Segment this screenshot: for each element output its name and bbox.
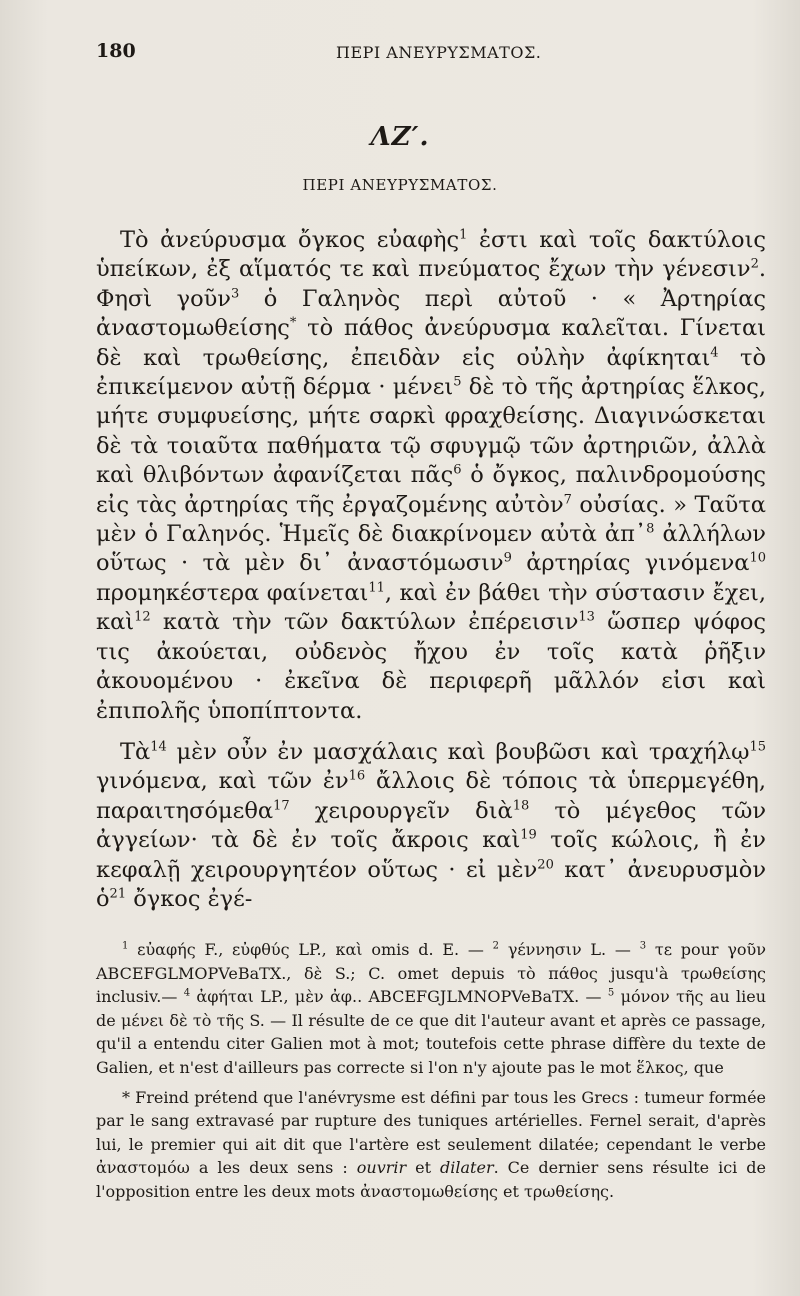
footnote-ref: 4 bbox=[710, 345, 719, 361]
footnote-ref: 5 bbox=[453, 374, 462, 390]
footnotes bbox=[96, 938, 766, 1204]
footnote-ref: 11 bbox=[368, 580, 385, 596]
footnote-text: et bbox=[406, 1158, 441, 1178]
footnote-text: τε pour γοῦν ABCEFGLMOPVeBaTX., δὲ S.; C. omet depuis τὸ πάθος jusqu'à τρωθείσης inclusiv.— bbox=[96, 940, 767, 1007]
footnote-ref: 21 bbox=[109, 886, 127, 902]
footnote-text: γέννησιν L. — bbox=[499, 940, 640, 959]
text-segment: ἐστι καὶ τοῖς δακτύλοις ὑπείκων, ἐξ αἵματός τε καὶ πνεύματος ἔχων τὴν γένεσιν bbox=[96, 227, 766, 283]
text-segment: ἀρτηρίας γινόμενα bbox=[511, 550, 750, 577]
text-segment: τοῖς κώλοις, ἢ ἐν κεφαλῇ χειρουργητέον οὕτως · εἰ μὲν bbox=[96, 827, 766, 883]
running-head bbox=[96, 40, 776, 66]
running-title: ΠΕΡΙ ΑΝΕΥΡΥΣΜΑΤΟΣ. bbox=[336, 43, 542, 62]
footnote-ref: 19 bbox=[520, 827, 537, 843]
text-segment: Τὰ bbox=[120, 738, 151, 765]
footnote-italic-term: ouvrir bbox=[356, 1158, 407, 1178]
text-segment: γινόμενα, καὶ τῶν ἐν bbox=[96, 768, 349, 795]
text-segment: κατὰ τὴν τῶν δακτύλων ἐπέρεισιν bbox=[150, 609, 579, 636]
footnote-ref: 3 bbox=[230, 286, 240, 302]
text-segment: Τὸ ἀνεύρυσμα ὄγκος εὐαφὴς bbox=[120, 227, 460, 253]
footnote-ref: 9 bbox=[503, 550, 512, 566]
page-number: 180 bbox=[96, 40, 136, 62]
footnote-variants bbox=[96, 938, 766, 1080]
greek-main-text bbox=[96, 226, 766, 914]
footnote-ref: 1 bbox=[459, 227, 468, 243]
footnote-ref: 20 bbox=[537, 857, 554, 873]
footnote-ref: 6 bbox=[453, 462, 462, 478]
footnote-ref: * bbox=[289, 315, 297, 331]
text-segment: . Φησὶ γοῦν bbox=[96, 256, 766, 312]
footnote-ref: 13 bbox=[578, 609, 595, 625]
footnote-ref: 2 bbox=[750, 256, 759, 272]
text-segment: ὥσπερ ψόφος τις ἀκούεται, οὐδενὸς ἤχου ἐν τοῖς κατὰ ῥῆξιν ἀκουομένου · ἐκεῖνα δὲ περιφερῆ μᾶλλόν εἰσι καὶ ἐπιπολῆς ὑποπίπτοντα. bbox=[96, 609, 766, 724]
footnote-text: ἀφήται LP., μὲν ἀφ.. ABCEFGJLMNOPVeBaTX. — bbox=[190, 987, 608, 1007]
text-segment: , καὶ ἐν βάθει τὴν σύστασιν ἔχει, καὶ bbox=[96, 579, 766, 636]
text-segment: οὐσίας. » Ταῦτα μὲν ὁ Γαληνός. Ἡμεῖς δὲ διακρίνομεν αὐτὰ ἀπ᾽ bbox=[96, 491, 766, 548]
text-segment: ἀλλήλων οὕτως · τὰ μὲν δι᾽ ἀναστόμωσιν bbox=[96, 521, 766, 577]
text-segment: προμηκέστερα φαίνεται bbox=[96, 579, 369, 606]
footnote-ref: 10 bbox=[749, 550, 766, 566]
footnote-ref: 18 bbox=[512, 798, 530, 814]
footnote-ref: 12 bbox=[134, 609, 151, 625]
footnote-ref: 17 bbox=[273, 798, 290, 814]
footnote-marker: 2 bbox=[492, 940, 500, 952]
footnote-asterisk bbox=[96, 1086, 766, 1204]
text-segment: ὁ Γαληνὸς περὶ αὐτοῦ · « Ἀρτηρίας ἀναστομωθείσης bbox=[96, 285, 767, 342]
text-segment: δὲ τὸ τῆς ἀρτηρίας ἕλκος, μήτε συμφυείσης, μήτε σαρκὶ φραχθείσης. Διαγινώσκεται δὲ τὰ τοιαῦτα παθήματα τῷ σφυγμῷ τῶν ἀρτηριῶν, ἀλλὰ καὶ θλιβόντων ἀφανίζεται πᾶς bbox=[96, 374, 766, 489]
text-segment: ὁ ὄγκος, παλινδρομούσης εἰς τὰς ἀρτηρίας τῆς ἐργαζομένης αὐτὸν bbox=[96, 462, 766, 518]
footnote-marker: 3 bbox=[639, 940, 647, 952]
footnote-ref: 7 bbox=[563, 492, 572, 508]
footnote-text: εὐαφής F., εὐφθύς LP., καὶ omis d. E. — bbox=[128, 940, 493, 959]
footnote-ref: 8 bbox=[646, 521, 655, 537]
footnote-italic-term: dilater bbox=[440, 1158, 494, 1178]
paragraph-2 bbox=[96, 738, 766, 914]
text-segment: ὄγκος ἐγέ- bbox=[126, 885, 253, 912]
paragraph-1 bbox=[96, 226, 766, 726]
text-segment: κατ᾽ ἀνευρυσμὸν ὁ bbox=[96, 856, 767, 912]
footnote-text: * Freind prétend que l'anévrysme est défini par tous les Grecs : tumeur formée par le sang extravasé par rupture des tuniques artérielles. Fernel serait, d'après lui, le premier qui ait dit que l'artère est seulement dilatée; cependant le verbe ἀναστομόω a les deux sens : bbox=[96, 1087, 766, 1178]
footnote-ref: 16 bbox=[348, 768, 366, 784]
chapter-title: ΠΕΡΙ ΑΝΕΥΡΥΣΜΑΤΟΣ. bbox=[302, 176, 498, 194]
footnote-text: . Ce dernier sens résulte ici de l'opposition entre les deux mots ἀναστομωθείσης et τρωθείσης. bbox=[96, 1158, 766, 1201]
chapter-number: ΛΖ′. bbox=[370, 122, 430, 152]
text-segment: χειρουργεῖν διὰ bbox=[289, 797, 513, 824]
text-segment: ἄλλοις δὲ τόποις τὰ ὑπερμεγέθη, παραιτησόμεθα bbox=[96, 768, 766, 824]
text-segment: τὸ ἐπικείμενον αὐτῇ δέρμα · μένει bbox=[96, 344, 766, 401]
footnote-ref: 14 bbox=[150, 739, 167, 755]
text-segment: τὸ μέγεθος τῶν ἀγγείων· τὰ δὲ ἐν τοῖς ἄκροις καὶ bbox=[96, 797, 767, 854]
text-segment: μὲν οὖν ἐν μασχάλαις καὶ βουβῶσι καὶ τραχήλῳ bbox=[166, 738, 750, 765]
footnote-marker: 1 bbox=[122, 940, 129, 952]
footnote-marker: 4 bbox=[183, 987, 191, 999]
footnote-ref: 15 bbox=[749, 739, 766, 755]
text-segment: τὸ πάθος ἀνεύρυσμα καλεῖται. Γίνεται δὲ καὶ τρωθείσης, ἐπειδὰν εἰς οὐλὴν ἀφίκηται bbox=[96, 315, 766, 371]
footnote-marker: 5 bbox=[607, 987, 615, 999]
footnote-text: μόνον τῆς au lieu de μένει δὲ τὸ τῆς S. — Il résulte de ce que dit l'auteur avant et après ce passage, qu'il a entendu citer Galien mot à mot; toutefois cette phrase diffère du texte de Galien, et n'est d'ailleurs pas correcte si l'on n'y ajoute pas le mot ἕλκος, que bbox=[96, 987, 766, 1077]
